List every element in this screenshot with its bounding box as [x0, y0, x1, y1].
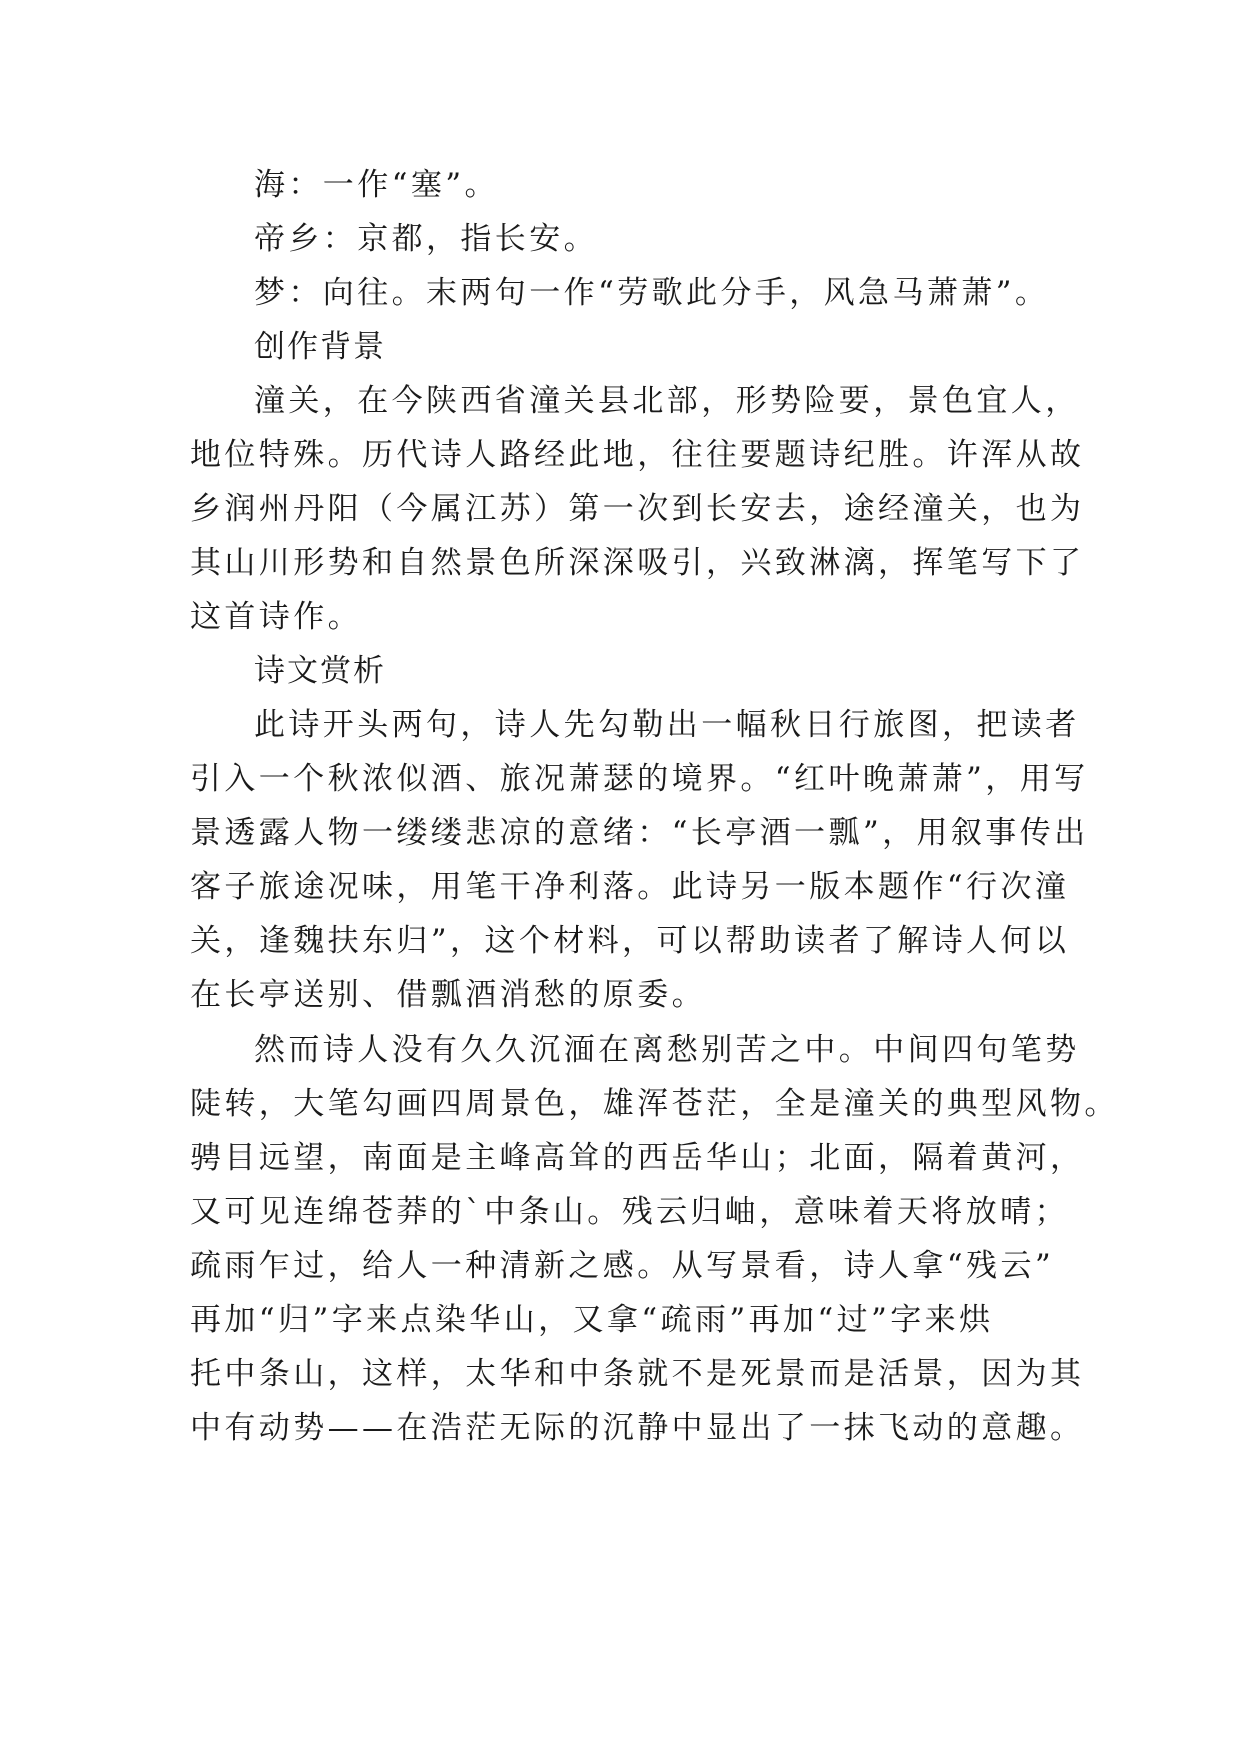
- paragraph-line: 在长亭送别、借瓢酒消愁的原委。: [190, 977, 706, 1013]
- paragraph-line: 景透露人物一缕缕悲凉的意绪：“长亭酒一瓢”，用叙事传出: [190, 815, 1089, 851]
- paragraph-line: 客子旅途况味，用笔干净利落。此诗另一版本题作“行次潼: [190, 869, 1070, 905]
- paragraph-line: 中有动势——在浩茫无际的沉静中显出了一抹飞动的意趣。: [190, 1410, 1085, 1446]
- paragraph-line: 这首诗作。: [190, 599, 362, 635]
- paragraph-line: 骋目远望，南面是主峰高耸的西岳华山；北面，隔着黄河，: [190, 1140, 1085, 1176]
- paragraph-line: 其山川形势和自然景色所深深吸引，兴致淋漓，挥笔写下了: [190, 545, 1085, 581]
- paragraph-line: 此诗开头两句，诗人先勾勒出一幅秋日行旅图，把读者: [254, 707, 1080, 743]
- document-page: [190, 158, 1119, 1455]
- paragraph-line: 关，逢魏扶东归”，这个材料，可以帮助读者了解诗人何以: [190, 923, 1070, 959]
- paragraph-line: 陡转，大笔勾画四周景色，雄浑苍茫，全是潼关的典型风物。: [190, 1086, 1119, 1122]
- note-line: 帝乡：京都，指长安。: [254, 221, 598, 257]
- section-heading-background: 创作背景: [254, 329, 386, 365]
- note-line: 海：一作“塞”。: [254, 167, 499, 203]
- paragraph-line: 引入一个秋浓似酒、旅况萧瑟的境界。“红叶晚萧萧”，用写: [190, 761, 1089, 797]
- paragraph-line: 托中条山，这样，太华和中条就不是死景而是活景，因为其: [190, 1356, 1085, 1392]
- paragraph-line: 乡润州丹阳（今属江苏）第一次到长安去，途经潼关，也为: [190, 491, 1085, 527]
- paragraph-line: 疏雨乍过，给人一种清新之感。从写景看，诗人拿“残云”: [190, 1248, 1055, 1284]
- section-heading-appreciation: 诗文赏析: [254, 653, 386, 689]
- paragraph-line: 再加“归”字来点染华山，又拿“疏雨”再加“过”字来烘: [190, 1302, 994, 1338]
- paragraph-line: 然而诗人没有久久沉湎在离愁别苦之中。中间四句笔势: [254, 1032, 1080, 1068]
- paragraph-line: 又可见连绵苍莽的`中条山。残云归岫，意味着天将放晴；: [190, 1194, 1069, 1230]
- note-line: 梦：向往。末两句一作“劳歌此分手，风急马萧萧”。: [254, 275, 1050, 311]
- paragraph-line: 潼关，在今陕西省潼关县北部，形势险要，景色宜人，: [254, 383, 1080, 419]
- paragraph-line: 地位特殊。历代诗人路经此地，往往要题诗纪胜。许浑从故: [190, 437, 1085, 473]
